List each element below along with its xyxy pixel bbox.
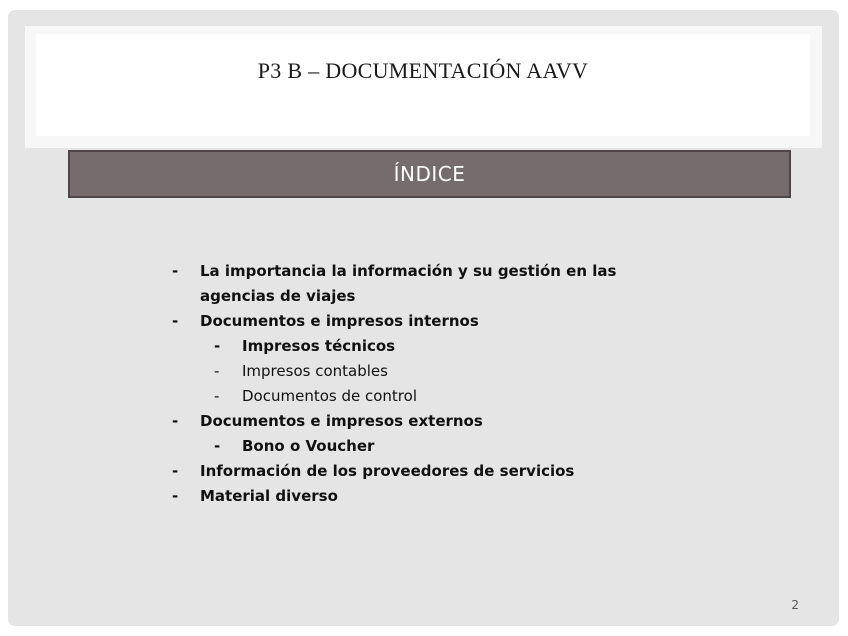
page-number: 2 xyxy=(791,598,799,612)
title-band xyxy=(25,26,822,148)
bullet-dash: - xyxy=(214,337,221,355)
toc-subitem-text: Bono o Voucher xyxy=(242,437,375,455)
table-of-contents xyxy=(166,259,666,509)
bullet-dash: - xyxy=(214,437,221,455)
slide xyxy=(8,10,839,626)
index-heading-bar xyxy=(68,150,791,198)
slide-title: P3 B – DOCUMENTACIÓN AAVV xyxy=(257,58,589,83)
toc-subitem xyxy=(166,334,666,359)
bullet-dash: - xyxy=(172,262,179,280)
title-box xyxy=(36,34,810,136)
toc-item xyxy=(166,409,666,434)
toc-subitem xyxy=(166,434,666,459)
index-heading: ÍNDICE xyxy=(393,162,466,186)
toc-subitem-text: Impresos contables xyxy=(242,362,388,380)
toc-item-text: Documentos e impresos internos xyxy=(200,312,479,330)
toc-item xyxy=(166,484,666,509)
toc-item xyxy=(166,459,666,484)
bullet-dash: - xyxy=(214,362,220,380)
toc-subitem-text: Impresos técnicos xyxy=(242,337,396,355)
bullet-dash: - xyxy=(172,312,179,330)
toc-item xyxy=(166,259,666,309)
toc-item-text: Documentos e impresos externos xyxy=(200,412,483,430)
toc-item-text: La importancia la información y su gestión en las agencias de viajes xyxy=(200,262,617,305)
bullet-dash: - xyxy=(172,487,179,505)
bullet-dash: - xyxy=(214,387,220,405)
toc-item xyxy=(166,309,666,334)
bullet-dash: - xyxy=(172,412,179,430)
toc-subitem xyxy=(166,384,666,409)
bullet-dash: - xyxy=(172,462,179,480)
toc-item-text: Material diverso xyxy=(200,487,338,505)
toc-item-text: Información de los proveedores de servicios xyxy=(200,462,575,480)
toc-subitem-text: Documentos de control xyxy=(242,387,417,405)
toc-subitem xyxy=(166,359,666,384)
